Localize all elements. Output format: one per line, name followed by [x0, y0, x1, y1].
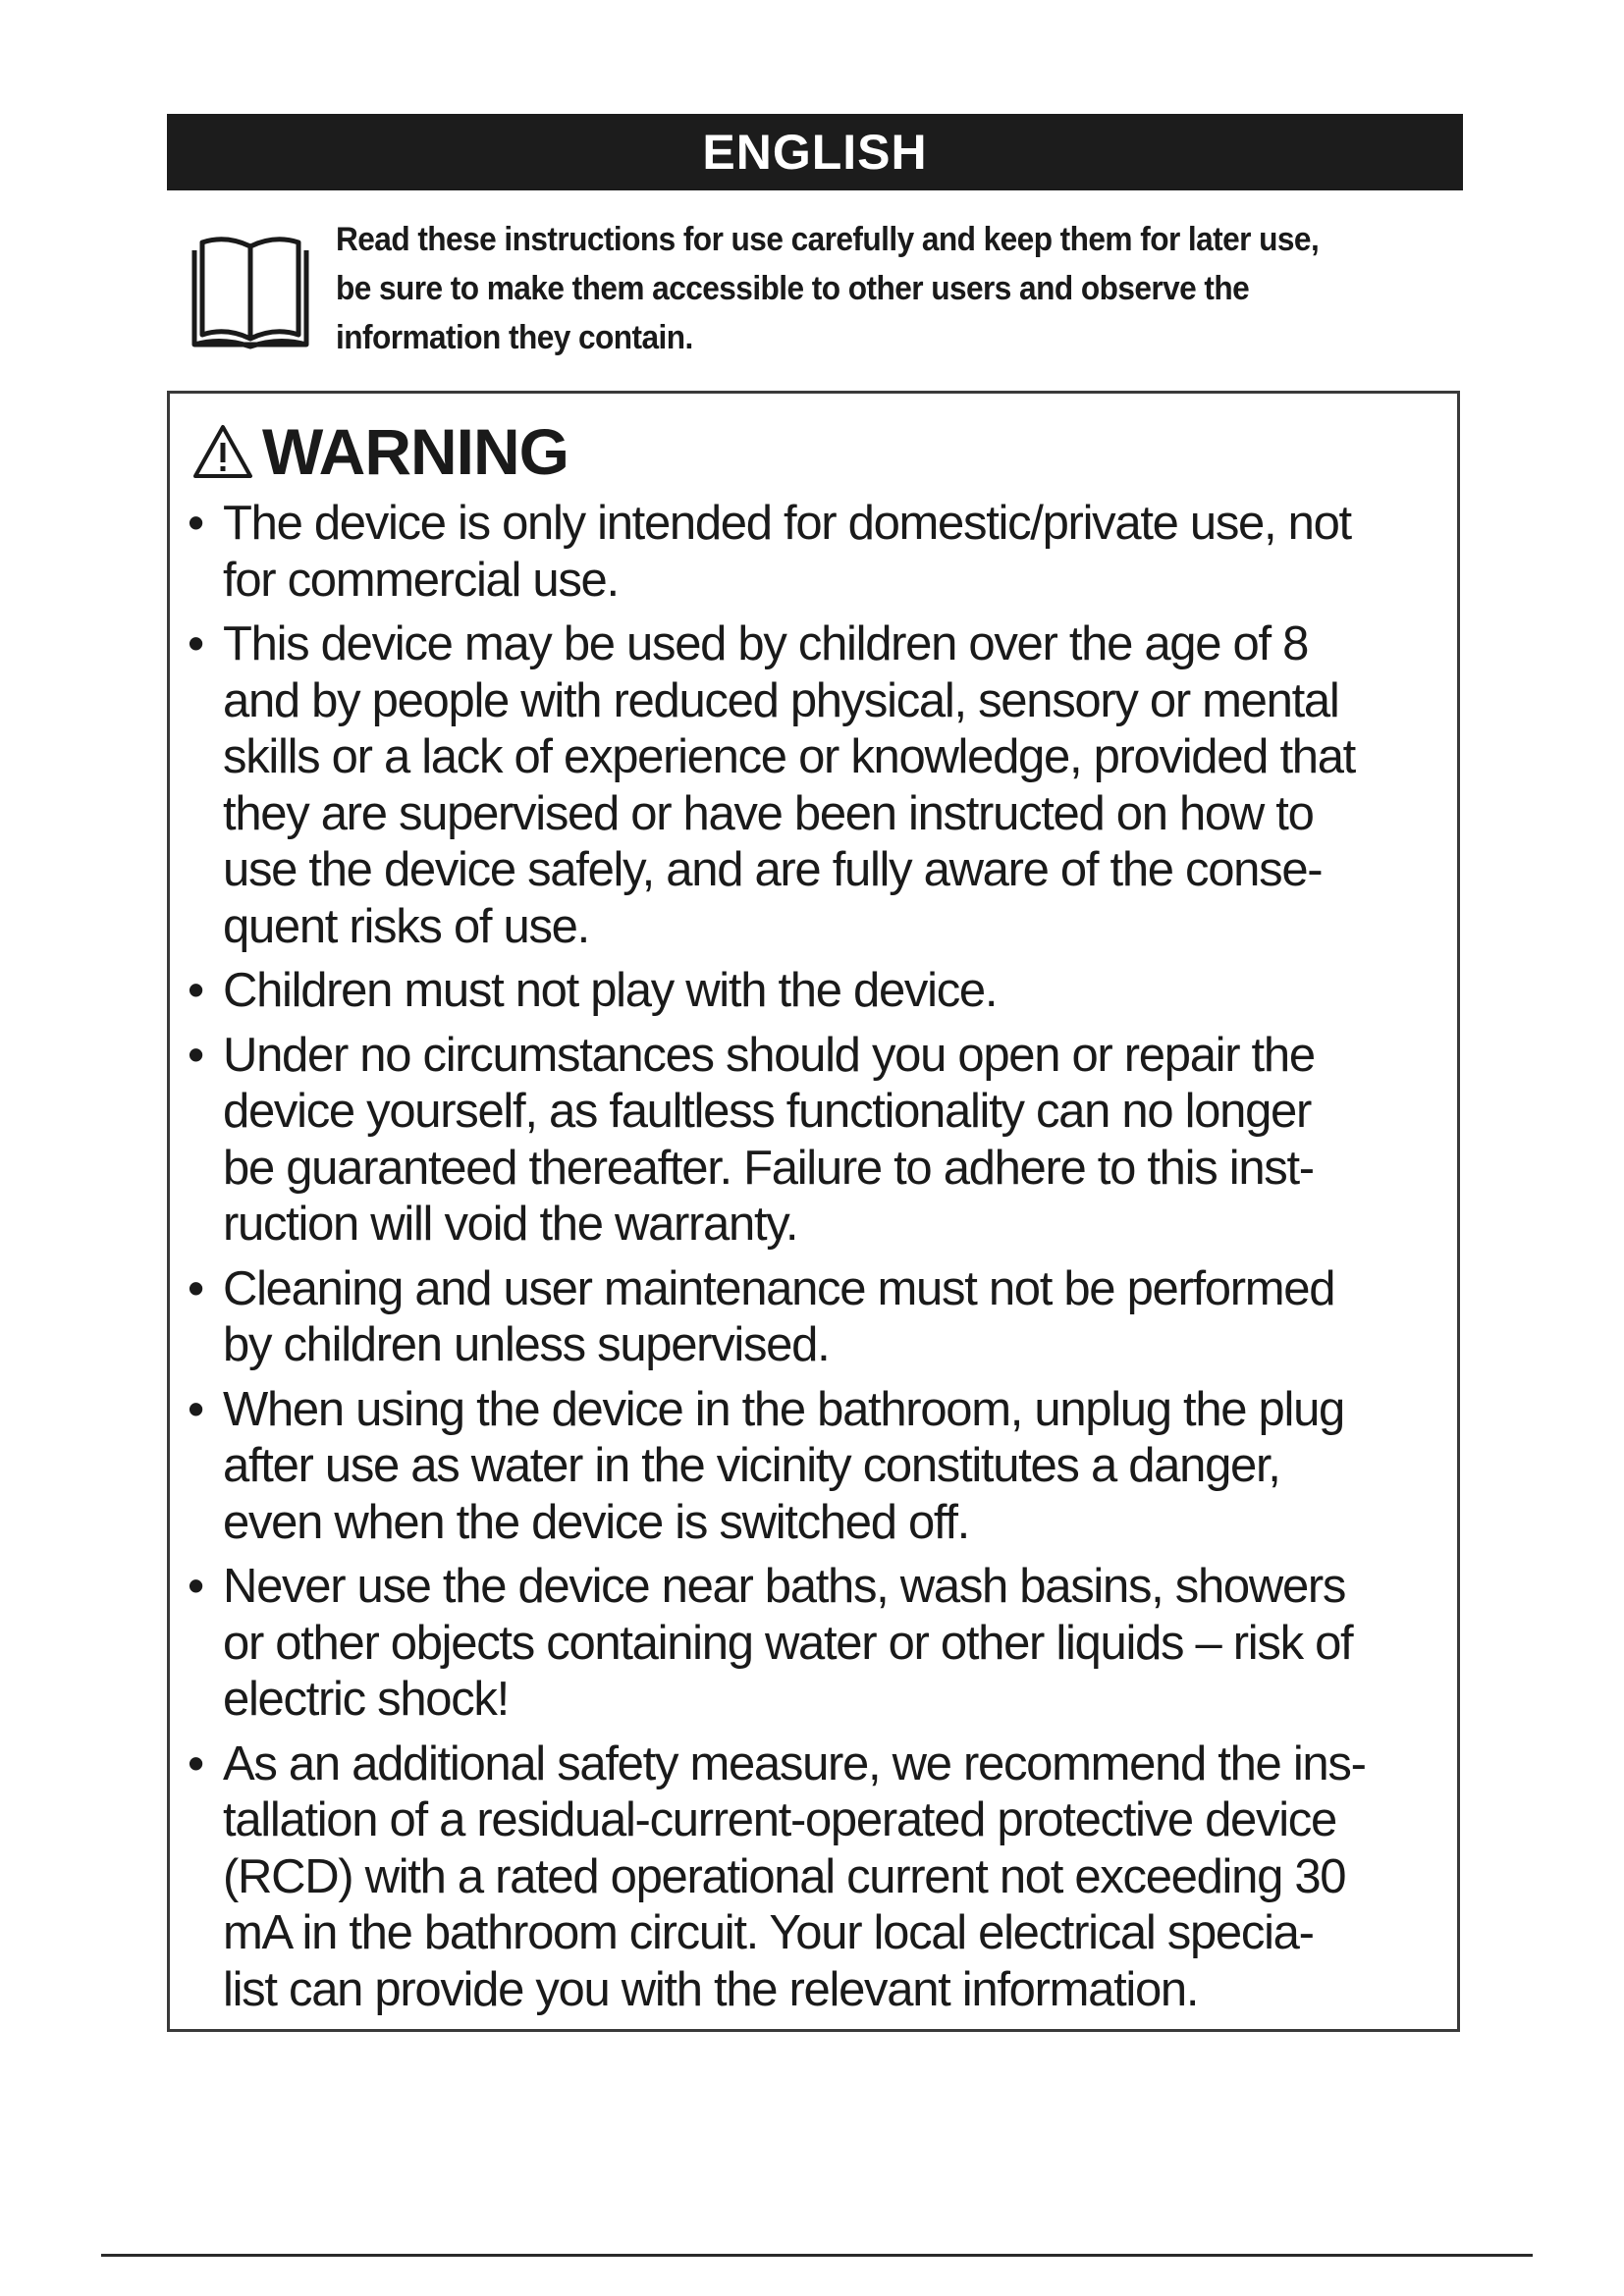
warning-item-line: (RCD) with a rated operational current not exceeding 30: [223, 1849, 1346, 1903]
warning-item-line: skills or a lack of experience or knowledge, provided that: [223, 730, 1355, 783]
warning-item-line: use the device safely, and are fully aware of the conse-: [223, 843, 1323, 896]
bullet-icon: •: [188, 1382, 203, 1436]
warning-item-line: they are supervised or have been instructed on how to: [223, 786, 1314, 840]
open-book-icon: [187, 231, 314, 354]
warning-item-line: list can provide you with the relevant information.: [223, 1962, 1199, 2016]
warning-item-line: When using the device in the bathroom, unplug the plug: [223, 1382, 1345, 1436]
bottom-divider: [101, 2254, 1533, 2257]
warning-item-line: Under no circumstances should you open or repair the: [223, 1028, 1315, 1082]
warning-box: [167, 391, 1460, 2032]
warning-item-line: Never use the device near baths, wash basins, showers: [223, 1560, 1346, 1613]
warning-item-line: As an additional safety measure, we recommend the ins-: [223, 1736, 1366, 1790]
warning-list: [188, 496, 1454, 2026]
warning-item-line: device yourself, as faultless functionality can no longer: [223, 1085, 1312, 1138]
warning-item-line: quent risks of use.: [223, 899, 589, 953]
warning-item-line: be guaranteed thereafter. Failure to adhere to this inst-: [223, 1141, 1314, 1195]
warning-item: [188, 616, 1454, 955]
warning-item-line: for commercial use.: [223, 553, 619, 607]
intro-text: [336, 215, 1395, 362]
warning-item-line: even when the device is switched off.: [223, 1495, 969, 1549]
warning-item-line: and by people with reduced physical, sensory or mental: [223, 673, 1339, 727]
warning-item: [188, 1559, 1454, 1729]
language-banner: [167, 114, 1463, 190]
warning-triangle-icon: [191, 423, 254, 480]
warning-item-line: after use as water in the vicinity constitutes a danger,: [223, 1439, 1280, 1492]
language-label: ENGLISH: [702, 125, 928, 180]
warning-item-line: mA in the bathroom circuit. Your local electrical specia-: [223, 1906, 1314, 1959]
warning-item: [188, 1028, 1454, 1254]
intro-line: Read these instructions for use carefully and keep them for later use,: [336, 221, 1320, 258]
warning-item-line: Children must not play with the device.: [223, 964, 998, 1017]
warning-item-line: This device may be used by children over the age of 8: [223, 617, 1309, 670]
warning-item-line: electric shock!: [223, 1673, 509, 1726]
bullet-icon: •: [188, 1028, 203, 1082]
bullet-icon: •: [188, 964, 203, 1017]
intro-notice: [187, 211, 1463, 368]
intro-line: information they contain.: [336, 319, 693, 356]
bullet-icon: •: [188, 1560, 203, 1613]
warning-item-line: The device is only intended for domestic/private use, not: [223, 497, 1351, 550]
warning-item: [188, 1382, 1454, 1552]
warning-item: [188, 963, 1454, 1020]
bullet-icon: •: [188, 497, 203, 550]
bullet-icon: •: [188, 617, 203, 670]
warning-item: [188, 496, 1454, 609]
intro-line: be sure to make them accessible to other users and observe the: [336, 270, 1250, 307]
warning-title: WARNING: [262, 415, 568, 488]
warning-item-line: or other objects containing water or other liquids – risk of: [223, 1616, 1353, 1670]
bullet-icon: •: [188, 1736, 203, 1790]
warning-item-line: Cleaning and user maintenance must not be performed: [223, 1261, 1335, 1315]
warning-item: [188, 1261, 1454, 1374]
warning-item: [188, 1736, 1454, 2019]
warning-item-line: ruction will void the warranty.: [223, 1198, 798, 1251]
warning-item-line: tallation of a residual-current-operated protective device: [223, 1793, 1336, 1846]
warning-heading: [191, 407, 568, 496]
warning-item-line: by children unless supervised.: [223, 1318, 830, 1371]
bullet-icon: •: [188, 1261, 203, 1315]
